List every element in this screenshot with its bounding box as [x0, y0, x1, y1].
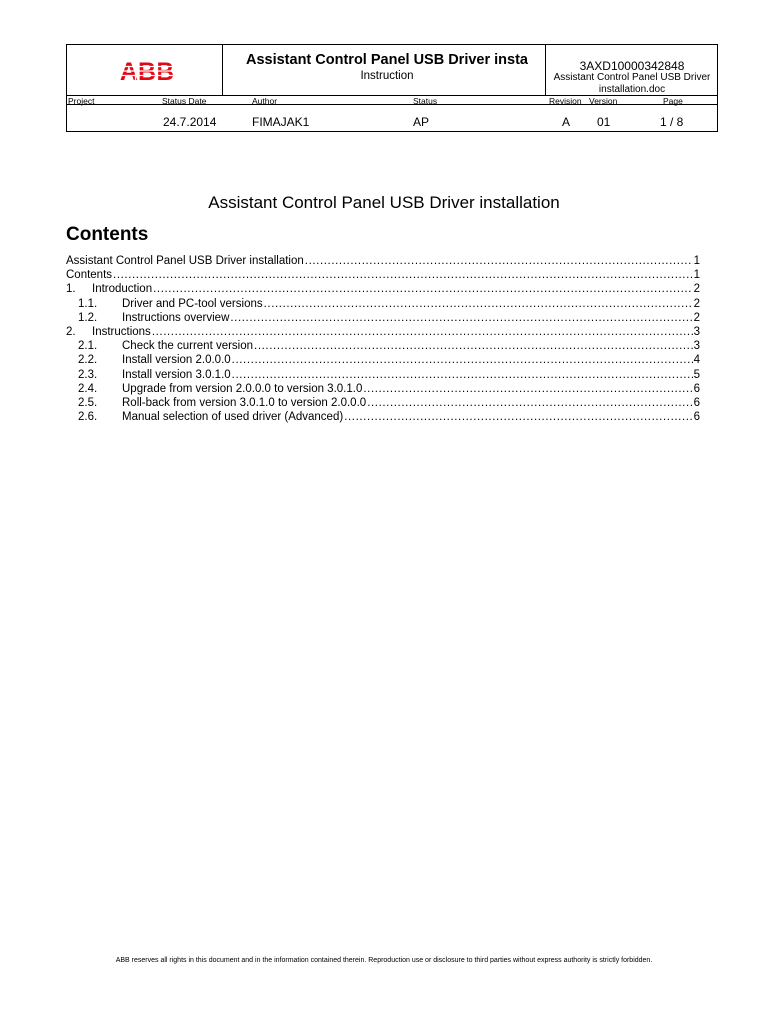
- toc-entry-text: Introduction: [92, 283, 153, 296]
- toc-entry-page: 5: [693, 368, 700, 381]
- toc-entry[interactable]: [66, 353, 700, 367]
- toc-entry-number: 2.3.: [78, 368, 98, 381]
- toc-entry[interactable]: [66, 311, 700, 325]
- toc-entry-page: 6: [693, 411, 700, 424]
- toc-entry-page: 2: [693, 311, 700, 324]
- toc-entry-text: Contents: [66, 269, 113, 282]
- status-date-label: Status Date: [162, 96, 207, 106]
- toc-entry-text: Assistant Control Panel USB Driver installation: [66, 255, 304, 267]
- page-label: Page: [663, 96, 683, 106]
- toc-entry-text: Driver and PC-tool versions: [122, 297, 263, 310]
- toc-entry-page: 2: [693, 283, 700, 296]
- toc-dot-leader: [152, 325, 693, 339]
- revision-label: Revision: [549, 96, 582, 106]
- header-divider: [222, 45, 223, 95]
- toc-dot-leader: [344, 410, 692, 424]
- author-value: FIMAJAK1: [252, 115, 310, 129]
- toc-dot-leader: [367, 396, 692, 410]
- toc-entry[interactable]: [66, 268, 700, 282]
- version-label: Version: [589, 96, 618, 106]
- rights-notice: ABB reserves all rights in this document and in the information contained therein. Reproduction use or disclosure to third parties without express authority is strictly forbidden.: [115, 957, 653, 964]
- page-number-value: 1 / 8: [660, 115, 684, 129]
- abb-logo: [115, 60, 179, 82]
- status-label: Status: [413, 96, 438, 106]
- toc-dot-leader: [305, 254, 693, 268]
- table-of-contents: [66, 254, 700, 424]
- toc-entry-page: 6: [693, 382, 700, 395]
- toc-entry-page: 1: [693, 255, 700, 267]
- header-divider: [545, 45, 546, 95]
- version-value: 01: [597, 115, 611, 129]
- toc-entry[interactable]: [66, 339, 700, 353]
- toc-entry-number: 1.: [66, 283, 76, 296]
- toc-entry[interactable]: [66, 396, 700, 410]
- document-header: [66, 44, 718, 132]
- document-heading: Assistant Control Panel USB Driver installation: [208, 193, 560, 212]
- toc-entry-text: Check the current version: [122, 340, 254, 353]
- toc-entry-text: Upgrade from version 2.0.0.0 to version 3.0.1.0: [122, 382, 363, 395]
- toc-entry-text: Manual selection of used driver (Advanced): [122, 411, 344, 424]
- toc-entry[interactable]: [66, 325, 700, 339]
- toc-entry-page: 6: [693, 396, 700, 409]
- author-label: Author: [252, 96, 278, 106]
- toc-entry-text: Instructions overview: [122, 311, 230, 324]
- contents-heading: Contents: [66, 224, 149, 245]
- toc-dot-leader: [254, 339, 693, 353]
- toc-entry-number: 2.6.: [78, 411, 98, 424]
- toc-entry[interactable]: [66, 282, 700, 296]
- toc-dot-leader: [113, 268, 693, 282]
- toc-entry-number: 2.: [66, 325, 76, 338]
- abb-logo-text: ABB: [119, 60, 175, 82]
- revision-value: A: [562, 115, 571, 129]
- toc-dot-leader: [230, 311, 692, 325]
- toc-entry-text: Install version 3.0.1.0: [122, 368, 231, 381]
- toc-entry[interactable]: [66, 382, 700, 396]
- document-number: 3AXD10000342848: [579, 59, 685, 73]
- toc-entry[interactable]: [66, 297, 700, 311]
- toc-entry-page: 2: [693, 297, 700, 310]
- toc-dot-leader: [232, 368, 693, 382]
- document-title-short: Assistant Control Panel USB Driver insta: [245, 52, 528, 68]
- toc-dot-leader: [153, 282, 692, 296]
- status-value: AP: [413, 115, 430, 129]
- toc-entry-text: Roll-back from version 3.0.1.0 to version 2.0.0.0: [122, 396, 367, 409]
- document-type: Instruction: [360, 70, 414, 82]
- toc-entry-page: 1: [693, 269, 700, 282]
- toc-entry-number: 2.2.: [78, 354, 98, 367]
- toc-entry-number: 1.1.: [78, 297, 98, 310]
- toc-dot-leader: [363, 382, 692, 396]
- toc-entry-text: Instructions: [92, 325, 151, 338]
- toc-entry-number: 2.4.: [78, 382, 98, 395]
- toc-entry[interactable]: [66, 368, 700, 382]
- toc-entry-page: 4: [693, 354, 700, 367]
- toc-dot-leader: [264, 297, 693, 311]
- toc-dot-leader: [232, 353, 693, 367]
- toc-entry-text: Install version 2.0.0.0: [122, 354, 231, 367]
- toc-entry-number: 1.2.: [78, 311, 98, 324]
- toc-entry-page: 3: [693, 325, 700, 338]
- toc-entry-number: 2.5.: [78, 396, 98, 409]
- status-date-value: 24.7.2014: [163, 115, 217, 129]
- toc-entry[interactable]: [66, 254, 700, 268]
- toc-entry-page: 3: [693, 340, 700, 353]
- document-file-name: Assistant Control Panel USB Driver installation.doc: [553, 72, 711, 95]
- toc-entry-number: 2.1.: [78, 340, 98, 353]
- toc-entry[interactable]: [66, 410, 700, 424]
- project-label: Project: [68, 96, 95, 106]
